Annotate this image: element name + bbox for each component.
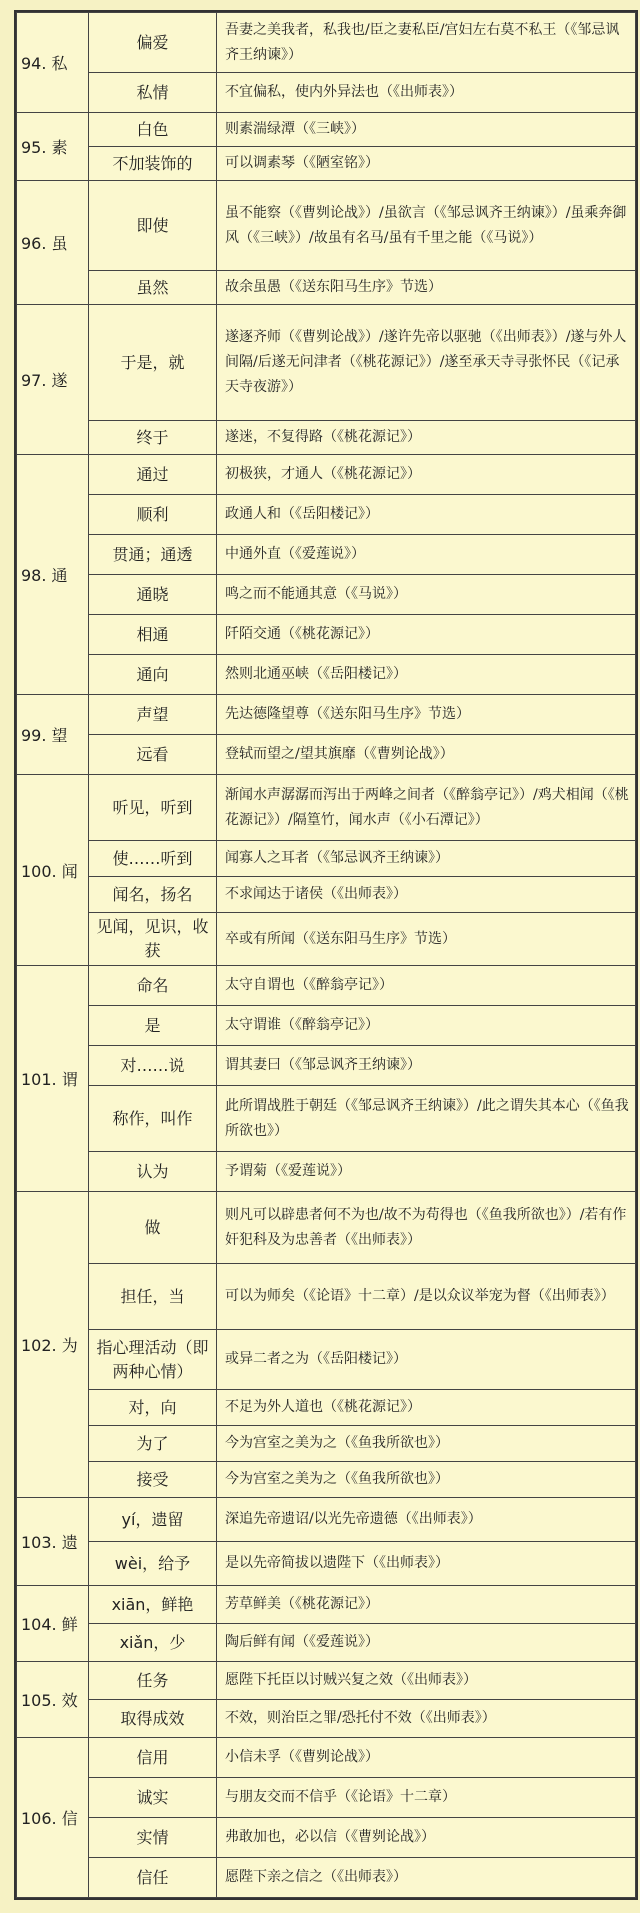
entry-word: 96. 虽 — [17, 181, 89, 305]
table-row — [17, 1858, 636, 1898]
table-row — [17, 966, 636, 1006]
table-row — [17, 1046, 636, 1086]
entry-meaning: wèi，给予 — [89, 1542, 217, 1586]
table-row — [17, 1152, 636, 1192]
table-row — [17, 695, 636, 735]
table-row — [17, 1542, 636, 1586]
entry-example: 渐闻水声潺潺而泻出于两峰之间者（《醉翁亭记》）/鸡犬相闻（《桃花源记》）/隔篁竹，闻水声（《小石潭记》） — [217, 775, 636, 841]
entry-word: 105. 效 — [17, 1662, 89, 1738]
entry-meaning: 是 — [89, 1006, 217, 1046]
table-row — [17, 535, 636, 575]
table-row — [17, 271, 636, 305]
table-row — [17, 113, 636, 147]
entry-example: 虽不能察（《曹刿论战》）/虽欲言（《邹忌讽齐王纳谏》）/虽乘奔御风（《三峡》）/故虽有名马/虽有千里之能（《马说》） — [217, 181, 636, 271]
entry-meaning: 接受 — [89, 1462, 217, 1498]
entry-meaning: 担任，当 — [89, 1264, 217, 1330]
entry-meaning: 命名 — [89, 966, 217, 1006]
entry-example: 此所谓战胜于朝廷（《邹忌讽齐王纳谏》）/此之谓失其本心（《鱼我所欲也》） — [217, 1086, 636, 1152]
entry-meaning: 于是，就 — [89, 305, 217, 421]
entry-example: 阡陌交通（《桃花源记》） — [217, 615, 636, 655]
entry-meaning: 实情 — [89, 1818, 217, 1858]
entry-example: 可以调素琴（《陋室铭》） — [217, 147, 636, 181]
entry-meaning: 称作，叫作 — [89, 1086, 217, 1152]
entry-meaning: 听见，听到 — [89, 775, 217, 841]
table-row — [17, 735, 636, 775]
entry-example: 愿陛下亲之信之（《出师表》） — [217, 1858, 636, 1898]
entry-meaning: 任务 — [89, 1662, 217, 1700]
entry-meaning: 即使 — [89, 181, 217, 271]
entry-word: 104. 鲜 — [17, 1586, 89, 1662]
entry-meaning: 指心理活动（即两种心情） — [89, 1330, 217, 1390]
table-row — [17, 421, 636, 455]
table-row — [17, 841, 636, 877]
entry-meaning: 通向 — [89, 655, 217, 695]
entry-meaning: 诚实 — [89, 1778, 217, 1818]
vocabulary-table — [14, 10, 638, 1900]
entry-meaning: 使……听到 — [89, 841, 217, 877]
entry-meaning: 信用 — [89, 1738, 217, 1778]
table-row — [17, 455, 636, 495]
entry-example: 故余虽愚（《送东阳马生序》节选） — [217, 271, 636, 305]
table-row — [17, 1700, 636, 1738]
entry-example: 则素湍绿潭（《三峡》） — [217, 113, 636, 147]
table-row — [17, 13, 636, 73]
table-body — [17, 13, 636, 1898]
entry-word: 103. 遗 — [17, 1498, 89, 1586]
entry-example: 愿陛下托臣以讨贼兴复之效（《出师表》） — [217, 1662, 636, 1700]
table-row — [17, 1192, 636, 1264]
table-row — [17, 1330, 636, 1390]
entry-example: 闻寡人之耳者（《邹忌讽齐王纳谏》） — [217, 841, 636, 877]
entry-word: 99. 望 — [17, 695, 89, 775]
entry-example: 然则北通巫峡（《岳阳楼记》） — [217, 655, 636, 695]
table-row — [17, 1006, 636, 1046]
entry-example: 吾妻之美我者，私我也/臣之妻私臣/宫妇左右莫不私王（《邹忌讽齐王纳谏》） — [217, 13, 636, 73]
entry-meaning: 不加装饰的 — [89, 147, 217, 181]
table-row — [17, 1662, 636, 1700]
entry-meaning: xiān，鲜艳 — [89, 1586, 217, 1624]
entry-word: 95. 素 — [17, 113, 89, 181]
entry-meaning: xiǎn，少 — [89, 1624, 217, 1662]
entry-example: 政通人和（《岳阳楼记》） — [217, 495, 636, 535]
entry-example: 芳草鲜美（《桃花源记》） — [217, 1586, 636, 1624]
entry-meaning: 虽然 — [89, 271, 217, 305]
entry-meaning: 通过 — [89, 455, 217, 495]
table-row — [17, 1462, 636, 1498]
entry-word: 97. 遂 — [17, 305, 89, 455]
entry-example: 陶后鲜有闻（《爱莲说》） — [217, 1624, 636, 1662]
entry-example: 谓其妻曰（《邹忌讽齐王纳谏》） — [217, 1046, 636, 1086]
entry-example: 不足为外人道也（《桃花源记》） — [217, 1390, 636, 1426]
entry-meaning: 对……说 — [89, 1046, 217, 1086]
table-row — [17, 1738, 636, 1778]
entry-example: 遂迷，不复得路（《桃花源记》） — [217, 421, 636, 455]
table-row — [17, 495, 636, 535]
entry-meaning: 终于 — [89, 421, 217, 455]
table-row — [17, 877, 636, 913]
entry-example: 可以为师矣（《论语》十二章）/是以众议举宠为督（《出师表》） — [217, 1264, 636, 1330]
entry-meaning: 顺利 — [89, 495, 217, 535]
entry-meaning: 通晓 — [89, 575, 217, 615]
table-row — [17, 181, 636, 271]
entry-example: 与朋友交而不信乎（《论语》十二章） — [217, 1778, 636, 1818]
table-row — [17, 1426, 636, 1462]
table-row — [17, 73, 636, 113]
entry-word: 94. 私 — [17, 13, 89, 113]
entry-example: 是以先帝简拔以遗陛下（《出师表》） — [217, 1542, 636, 1586]
entry-meaning: 远看 — [89, 735, 217, 775]
table-row — [17, 1818, 636, 1858]
table-row — [17, 1390, 636, 1426]
entry-word: 101. 谓 — [17, 966, 89, 1192]
entry-meaning: yí，遗留 — [89, 1498, 217, 1542]
entry-example: 中通外直（《爱莲说》） — [217, 535, 636, 575]
entry-meaning: 相通 — [89, 615, 217, 655]
entry-example: 不求闻达于诸侯（《出师表》） — [217, 877, 636, 913]
entry-example: 小信未孚（《曹刿论战》） — [217, 1738, 636, 1778]
table-row — [17, 1264, 636, 1330]
table-row — [17, 305, 636, 421]
entry-word: 98. 通 — [17, 455, 89, 695]
table-row — [17, 615, 636, 655]
table-row — [17, 655, 636, 695]
entry-example: 弗敢加也，必以信（《曹刿论战》） — [217, 1818, 636, 1858]
entry-example: 卒或有所闻（《送东阳马生序》节选） — [217, 913, 636, 966]
table-row — [17, 913, 636, 966]
table-row — [17, 575, 636, 615]
table-row — [17, 1778, 636, 1818]
entry-example: 或异二者之为（《岳阳楼记》） — [217, 1330, 636, 1390]
entry-meaning: 见闻，见识，收获 — [89, 913, 217, 966]
entry-meaning: 对，向 — [89, 1390, 217, 1426]
entry-meaning: 声望 — [89, 695, 217, 735]
entry-example: 予谓菊（《爱莲说》） — [217, 1152, 636, 1192]
table-row — [17, 1086, 636, 1152]
entry-word: 102. 为 — [17, 1192, 89, 1498]
table-row — [17, 1624, 636, 1662]
entry-word: 100. 闻 — [17, 775, 89, 966]
entry-example: 初极狭，才通人（《桃花源记》） — [217, 455, 636, 495]
entry-example: 则凡可以辟患者何不为也/故不为苟得也（《鱼我所欲也》）/若有作奸犯科及为忠善者（《出师表》） — [217, 1192, 636, 1264]
table-row — [17, 1586, 636, 1624]
entry-example: 先达德隆望尊（《送东阳马生序》节选） — [217, 695, 636, 735]
table-row — [17, 147, 636, 181]
entry-meaning: 信任 — [89, 1858, 217, 1898]
entry-meaning: 认为 — [89, 1152, 217, 1192]
entry-meaning: 白色 — [89, 113, 217, 147]
entry-meaning: 做 — [89, 1192, 217, 1264]
entry-example: 不效，则治臣之罪/恐托付不效（《出师表》） — [217, 1700, 636, 1738]
entry-example: 太守自谓也（《醉翁亭记》） — [217, 966, 636, 1006]
entry-example: 太守谓谁（《醉翁亭记》） — [217, 1006, 636, 1046]
entry-example: 今为宫室之美为之（《鱼我所欲也》） — [217, 1462, 636, 1498]
entry-meaning: 取得成效 — [89, 1700, 217, 1738]
entry-meaning: 为了 — [89, 1426, 217, 1462]
entry-example: 遂逐齐师（《曹刿论战》）/遂许先帝以驱驰（《出师表》）/遂与外人间隔/后遂无问津者（《桃花源记》）/遂至承天寺寻张怀民（《记承天寺夜游》） — [217, 305, 636, 421]
entry-example: 今为宫室之美为之（《鱼我所欲也》） — [217, 1426, 636, 1462]
entry-example: 鸣之而不能通其意（《马说》） — [217, 575, 636, 615]
entry-word: 106. 信 — [17, 1738, 89, 1898]
entry-meaning: 私情 — [89, 73, 217, 113]
entry-meaning: 偏爱 — [89, 13, 217, 73]
entry-example: 登轼而望之/望其旗靡（《曹刿论战》） — [217, 735, 636, 775]
table-row — [17, 1498, 636, 1542]
entry-meaning: 闻名，扬名 — [89, 877, 217, 913]
table-row — [17, 775, 636, 841]
entry-example: 深追先帝遗诏/以光先帝遗德（《出师表》） — [217, 1498, 636, 1542]
entry-example: 不宜偏私，使内外异法也（《出师表》） — [217, 73, 636, 113]
entry-meaning: 贯通；通透 — [89, 535, 217, 575]
